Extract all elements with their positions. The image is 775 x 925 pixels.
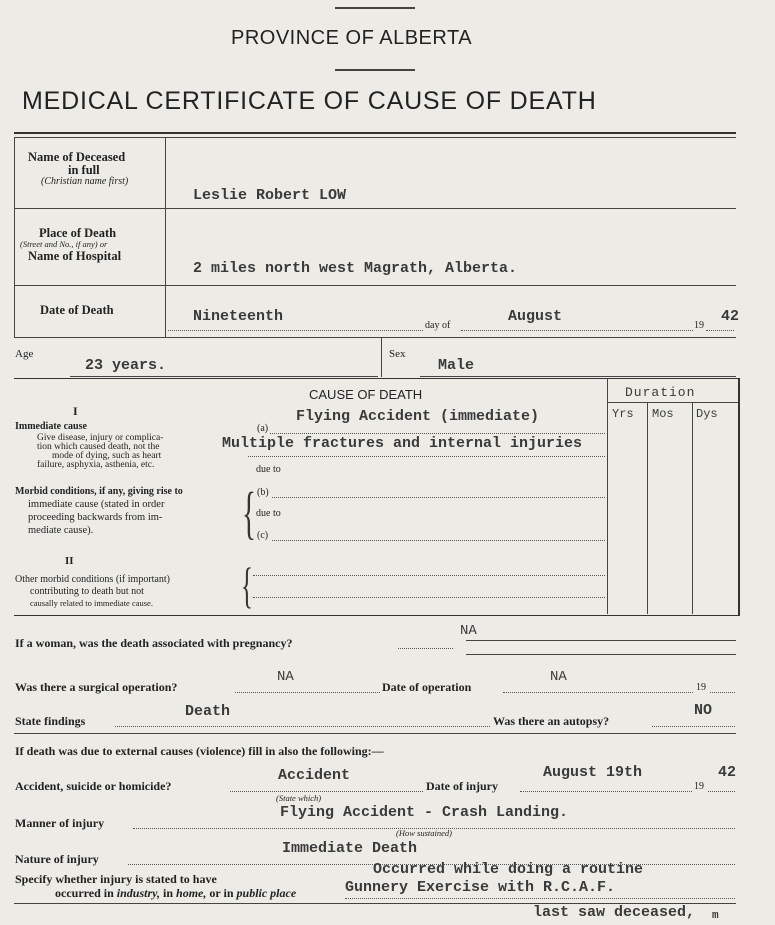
cause-b-label: (b) xyxy=(257,487,269,498)
place-hint: (Street and No., if any) or xyxy=(20,239,108,249)
roman-one: I xyxy=(73,404,78,418)
date-row-line xyxy=(14,337,736,338)
cause-b-dots xyxy=(272,497,605,498)
name-row-line xyxy=(14,208,736,209)
operation-date-dots xyxy=(503,692,693,693)
cause-a-label: (a) xyxy=(257,423,269,434)
cause-heading: CAUSE OF DEATH xyxy=(309,387,423,402)
injury-year-prefix: 19 xyxy=(694,781,704,792)
immediate-desc-3: mode of dying, such as heart xyxy=(52,451,162,461)
accident-label: Accident, suicide or homicide? xyxy=(15,779,172,793)
pregnancy-label: If a woman, was the death associated with pregnancy? xyxy=(15,636,293,650)
other-brace: { xyxy=(241,557,253,613)
label-column-divider xyxy=(165,137,166,337)
place-row-line xyxy=(14,285,736,286)
manner-value: Flying Accident - Crash Landing. xyxy=(280,804,569,821)
sex-underline xyxy=(420,376,736,377)
specify-value-2: Gunnery Exercise with R.C.A.F. xyxy=(345,879,616,896)
age-label: Age xyxy=(15,348,34,360)
death-day-value: Nineteenth xyxy=(193,308,284,325)
dys-label: Dys xyxy=(696,407,718,421)
specify-dots xyxy=(345,898,735,899)
manner-label: Manner of injury xyxy=(15,816,105,830)
operation-value: NA xyxy=(277,669,294,685)
cause-a2-dots xyxy=(248,456,605,457)
immediate-desc-4: failure, asphyxia, asthenia, etc. xyxy=(37,460,155,470)
injury-date-dots xyxy=(520,791,692,792)
death-year-prefix: 19 xyxy=(694,320,704,331)
age-underline xyxy=(70,376,378,377)
yrs-mos-divider xyxy=(647,402,648,614)
death-month-value: August xyxy=(508,308,563,325)
left-border xyxy=(14,137,15,337)
autopsy-label: Was there an autopsy? xyxy=(493,714,610,728)
morbid-label-3: proceeding backwards from im- xyxy=(28,512,163,523)
place-label: Place of Death xyxy=(39,226,117,240)
pregnancy-line-1 xyxy=(466,640,736,641)
specify-label-1: Specify whether injury is stated to have xyxy=(15,872,217,886)
operation-date-label: Date of operation xyxy=(382,680,472,694)
immediate-cause-label: Immediate cause xyxy=(15,421,87,432)
autopsy-value: NO xyxy=(694,702,713,719)
mos-label: Mos xyxy=(652,407,674,421)
morbid-label-1: Morbid conditions, if any, giving rise to xyxy=(15,486,183,497)
operation-dots xyxy=(235,692,380,693)
age-value: 23 years. xyxy=(85,357,167,374)
morbid-label-2: immediate cause (stated in order xyxy=(28,499,165,510)
immediate-desc-1: Give disease, injury or complica- xyxy=(37,433,164,443)
operation-year-dots xyxy=(710,692,735,693)
other-dots-2 xyxy=(253,597,605,598)
duration-label: Duration xyxy=(625,385,696,400)
operation-label: Was there a surgical operation? xyxy=(15,680,178,694)
specify-value-1: Occurred while doing a routine xyxy=(373,861,644,878)
accident-dots xyxy=(230,791,423,792)
name-label: Name of Deceased xyxy=(28,150,126,164)
name-label-2: in full xyxy=(68,163,100,177)
other-label-3: causally related to immediate cause. xyxy=(30,598,153,608)
roman-two: II xyxy=(65,555,74,567)
other-label-1: Other morbid conditions (if important) xyxy=(15,574,170,585)
cause-c-label: (c) xyxy=(257,530,269,541)
how-sustained-hint: (How sustained) xyxy=(396,828,452,838)
pregnancy-line-2 xyxy=(466,654,736,655)
nature-value: Immediate Death xyxy=(282,840,418,857)
specify-value-3-tail: m xyxy=(712,910,719,922)
specify-label-2: occurred in industry, in home, or in public place xyxy=(55,886,297,900)
death-year-value: 42 xyxy=(721,308,740,325)
cause-a-value-2: Multiple fractures and internal injuries xyxy=(222,435,583,452)
name-value: Leslie Robert LOW xyxy=(193,187,347,204)
findings-label: State findings xyxy=(15,714,86,728)
external-intro: If death was due to external causes (violence) fill in also the following:— xyxy=(15,744,384,758)
duration-divider xyxy=(607,378,608,614)
nature-label: Nature of injury xyxy=(15,852,99,866)
cause-a-value: Flying Accident (immediate) xyxy=(296,408,540,425)
injury-year-value: 42 xyxy=(718,764,737,781)
due-to-1: due to xyxy=(256,464,281,475)
yrs-label: Yrs xyxy=(612,407,634,421)
findings-dots xyxy=(115,726,490,727)
sex-label: Sex xyxy=(389,348,406,360)
death-day-dots xyxy=(168,330,423,331)
top-double-rule-1 xyxy=(14,132,736,134)
pregnancy-dots xyxy=(398,648,453,649)
specify-value-3: last saw deceased, xyxy=(533,904,696,921)
date-of-death-label: Date of Death xyxy=(40,303,114,317)
due-to-2: due to xyxy=(256,508,281,519)
operation-date-value: NA xyxy=(550,669,567,685)
name-hint: (Christian name first) xyxy=(41,176,129,187)
immediate-desc-2: tion which caused death, not the xyxy=(37,442,160,452)
cause-a-dots xyxy=(270,433,605,434)
day-of-label: day of xyxy=(425,320,451,331)
mos-dys-divider xyxy=(692,402,693,614)
other-label-2: contributing to death but not xyxy=(30,586,144,597)
death-month-dots xyxy=(461,330,693,331)
state-which-hint: (State which) xyxy=(276,793,322,803)
findings-value: Death xyxy=(185,703,231,720)
other-dots-1 xyxy=(253,575,605,576)
injury-date-value: August 19th xyxy=(543,764,643,781)
place-value: 2 miles north west Magrath, Alberta. xyxy=(193,260,518,277)
findings-rule xyxy=(14,733,736,734)
certificate-title: MEDICAL CERTIFICATE OF CAUSE OF DEATH xyxy=(22,87,597,115)
death-year-dots xyxy=(706,330,734,331)
cause-c-dots xyxy=(272,540,605,541)
place-label-2: Name of Hospital xyxy=(28,249,122,263)
province-title: PROVINCE OF ALBERTA xyxy=(231,27,473,49)
accident-value: Accident xyxy=(278,767,351,784)
age-sex-divider xyxy=(381,337,382,377)
pregnancy-value: NA xyxy=(460,623,477,639)
injury-year-dots xyxy=(708,791,735,792)
morbid-brace: { xyxy=(241,480,256,545)
duration-header-line xyxy=(607,402,738,403)
sex-value: Male xyxy=(438,357,475,374)
header-rule-top xyxy=(335,7,415,9)
morbid-label-4: mediate cause). xyxy=(28,525,94,536)
top-double-rule-2 xyxy=(14,137,736,138)
header-rule-bottom xyxy=(335,69,415,71)
operation-year-prefix: 19 xyxy=(696,682,706,693)
injury-date-label: Date of injury xyxy=(426,779,498,793)
autopsy-dots xyxy=(652,726,735,727)
